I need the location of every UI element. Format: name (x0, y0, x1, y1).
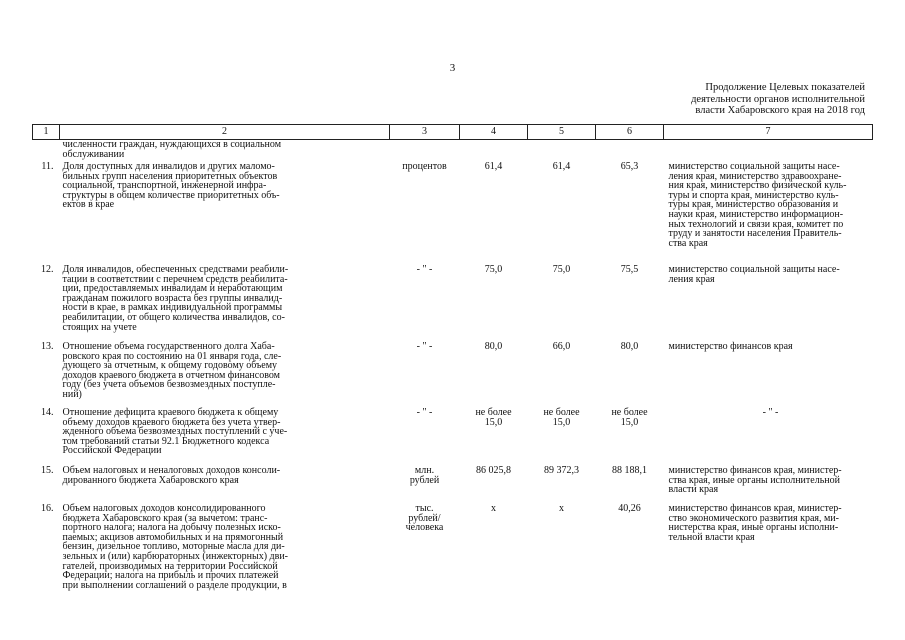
text-line: процентов (402, 161, 447, 172)
text-line: труду и занятости населения Правитель- (668, 228, 842, 240)
text-line: - " - (762, 407, 779, 418)
value-line: 86 025,8 (476, 465, 511, 476)
value-col5 (528, 408, 596, 466)
row-number: 12. (41, 264, 54, 275)
text-line: социальной, транспортной, инженерной инфра- (62, 180, 267, 192)
text-line: доходов краевого бюджета в отчетном финансовом (62, 369, 280, 381)
text-line: - " - (416, 264, 433, 275)
row-number: 15. (41, 465, 54, 476)
value-col4 (460, 265, 528, 342)
table-row (33, 466, 873, 504)
text-line: ства края, иные органы исполнительной (668, 474, 840, 486)
text-line: объему доходов краевого бюджета без учета утвер- (62, 416, 281, 428)
text-line: министерство социальной защиты насе- (668, 161, 840, 172)
unit-of-measure (390, 265, 460, 342)
text-line: ции, предоставляемых инвалидам и неработающим (62, 283, 283, 295)
value-line: не более (543, 407, 580, 418)
text-line: ектов в крае (62, 199, 115, 211)
table-row (33, 140, 873, 163)
continuation-caption (691, 82, 865, 117)
text-line: ний) (62, 388, 82, 400)
text-line: дующего за отчетным, к общему годовому объему (62, 360, 278, 372)
column-header-4: 4 (460, 125, 528, 140)
text-line: - " - (416, 341, 433, 352)
value-line: 88 188,1 (612, 465, 647, 476)
text-line: зельных и (или) карбюраторных (инжекторных) дви- (62, 550, 289, 562)
row-number: 11. (41, 161, 54, 172)
value-col5 (528, 162, 596, 265)
value-line: 80,0 (484, 341, 503, 352)
table-row (33, 504, 873, 614)
text-line: обслуживании (62, 148, 125, 160)
text-line: млн. (414, 465, 435, 476)
indicator-text (60, 466, 390, 504)
value-col6 (596, 265, 664, 342)
text-line: науки края, министерство информацион- (668, 208, 844, 220)
value-col5 (528, 265, 596, 342)
text-line: жденного объема безвозмездных поступлений с уче- (62, 426, 288, 438)
value-line: 75,0 (484, 264, 503, 275)
value-col5 (528, 342, 596, 408)
value-line: 15,0 (484, 416, 503, 428)
responsible-bodies (664, 342, 873, 408)
text-line: нистерства края, иные органы исполни- (668, 522, 839, 534)
text-line: Отношение объема государственного долга Хаба- (62, 341, 275, 352)
text-line: Объем налоговых доходов консолидированного (62, 503, 266, 514)
unit-of-measure (390, 466, 460, 504)
text-line: бюджета Хабаровского края (за вычетом: транс- (62, 512, 268, 524)
text-line: ства края (668, 237, 708, 249)
text-line: ности в крае, в рамках индивидуальной программы (62, 302, 283, 314)
responsible-bodies (664, 162, 873, 265)
value-col6 (596, 466, 664, 504)
text-line: ровского края по состоянию на 01 января года, сле- (62, 350, 282, 362)
value-line: 15,0 (552, 416, 571, 428)
value-col6 (596, 342, 664, 408)
column-header-5: 5 (528, 125, 596, 140)
text-line: министерство финансов края (668, 341, 793, 352)
text-line: том требований статьи 92.1 Бюджетного кодекса (62, 435, 270, 447)
table-row (33, 342, 873, 408)
text-line: туры края, министерство образования и (668, 199, 839, 211)
text-line: стоящих на учете (62, 321, 137, 333)
column-number-header-row (33, 125, 873, 140)
text-line: численности граждан, нуждающихся в социальном (62, 139, 282, 150)
text-line: человека (405, 522, 444, 534)
text-line: Доля инвалидов, обеспеченных средствами реабили- (62, 264, 289, 275)
table-row (33, 408, 873, 466)
text-line: ных технологий и связи края, комитет по (668, 218, 844, 230)
text-line: паемых; акцизов автомобильных и на прямогонный (62, 531, 284, 543)
responsible-bodies (664, 504, 873, 614)
indicator-text (60, 342, 390, 408)
text-line: тыс. (415, 503, 434, 514)
value-col4 (460, 504, 528, 614)
text-line: гателей, производимых на территории Российской (62, 560, 278, 572)
value-line: 75,5 (620, 264, 639, 275)
text-line: бензин, дизельное топливо, моторные масла для ди- (62, 541, 285, 553)
text-line: году (без учета объемов безвозмездных поступле- (62, 379, 276, 391)
text-line: портного налога; налога на добычу полезных иско- (62, 522, 281, 534)
caption-line-1: Продолжение Целевых показателей (705, 82, 865, 93)
text-line: Российской Федерации (62, 445, 162, 457)
column-header-3: 3 (390, 125, 460, 140)
row-number: 14. (41, 407, 54, 418)
text-line: Отношение дефицита краевого бюджета к общему (62, 407, 279, 418)
value-col4 (460, 342, 528, 408)
text-line: структуры в общем количестве приоритетных объ- (62, 189, 280, 201)
value-line: не более (475, 407, 512, 418)
indicator-text (60, 265, 390, 342)
row-number: 13. (41, 341, 54, 352)
responsible-bodies (664, 265, 873, 342)
unit-of-measure (390, 504, 460, 614)
value-line: 15,0 (620, 416, 639, 428)
value-col6 (596, 162, 664, 265)
value-col5 (528, 466, 596, 504)
value-line: 66,0 (552, 341, 571, 352)
responsible-bodies (664, 466, 873, 504)
indicator-text (60, 408, 390, 466)
text-line: тации в соответствии с перечнем средств реабилита- (62, 273, 288, 285)
text-line: ления края (668, 273, 715, 285)
text-line: дированного бюджета Хабаровского края (62, 474, 239, 486)
text-line: туры и спорта края, министерство куль- (668, 189, 839, 201)
row-number (33, 140, 60, 163)
text-line: ления края, министерство здравоохране- (668, 170, 842, 182)
value-col5 (528, 504, 596, 614)
value-line: 80,0 (620, 341, 639, 352)
unit-of-measure (390, 162, 460, 265)
value-line: не более (611, 407, 648, 418)
text-line: рублей/ (408, 512, 441, 524)
text-line: министерство социальной защиты насе- (668, 264, 840, 275)
text-line: гражданам пожилого возраста без группы инвалид- (62, 292, 283, 304)
column-header-2: 2 (60, 125, 390, 140)
text-line: при выполнении соглашений о разделе продукции, в (62, 579, 287, 591)
column-header-6: 6 (596, 125, 664, 140)
column-header-1: 1 (33, 125, 60, 140)
value-col4 (460, 162, 528, 265)
unit-of-measure (390, 342, 460, 408)
indicator-text (60, 162, 390, 265)
value-line: 61,4 (552, 161, 571, 172)
value-line: 75,0 (552, 264, 571, 275)
value-col4 (460, 408, 528, 466)
text-line: бильных групп населения приоритетных объектов (62, 170, 278, 182)
row-number: 16. (41, 503, 54, 514)
indicator-text (60, 140, 390, 163)
value-line: 89 372,3 (544, 465, 579, 476)
indicator-text (60, 504, 390, 614)
text-line: министерство финансов края, министер- (668, 503, 842, 514)
page-number: 3 (449, 62, 456, 74)
text-line: Доля доступных для инвалидов и других маломо- (62, 161, 275, 172)
indicators-table (32, 124, 873, 614)
text-line: - " - (416, 407, 433, 418)
text-line: ство экономического развития края, ми- (668, 512, 839, 524)
value-col6 (596, 504, 664, 614)
text-line: власти края (668, 484, 719, 496)
text-line: Федерации; налога на прибыль и прочих платежей (62, 570, 279, 582)
caption-line-2: деятельности органов исполнительной (691, 93, 865, 105)
text-line: Объем налоговых и неналоговых доходов консоли- (62, 465, 281, 476)
value-line: 65,3 (620, 161, 639, 172)
value-line: х (491, 503, 496, 514)
caption-line-3: власти Хабаровского края на 2018 год (695, 105, 865, 116)
text-line: министерство финансов края, министер- (668, 465, 842, 476)
table-row (33, 162, 873, 265)
value-line: 40,26 (618, 503, 641, 514)
value-line: 61,4 (484, 161, 503, 172)
value-col6 (596, 408, 664, 466)
text-line: рублей (409, 474, 440, 486)
value-line: х (559, 503, 564, 514)
text-line: тельной власти края (668, 531, 755, 543)
table-row (33, 265, 873, 342)
responsible-bodies (664, 408, 873, 466)
text-line: ния края, министерство физической куль- (668, 180, 847, 192)
unit-of-measure (390, 408, 460, 466)
value-col4 (460, 466, 528, 504)
column-header-7: 7 (664, 125, 873, 140)
text-line: реабилитации, от общего количества инвалидов, со- (62, 311, 285, 323)
